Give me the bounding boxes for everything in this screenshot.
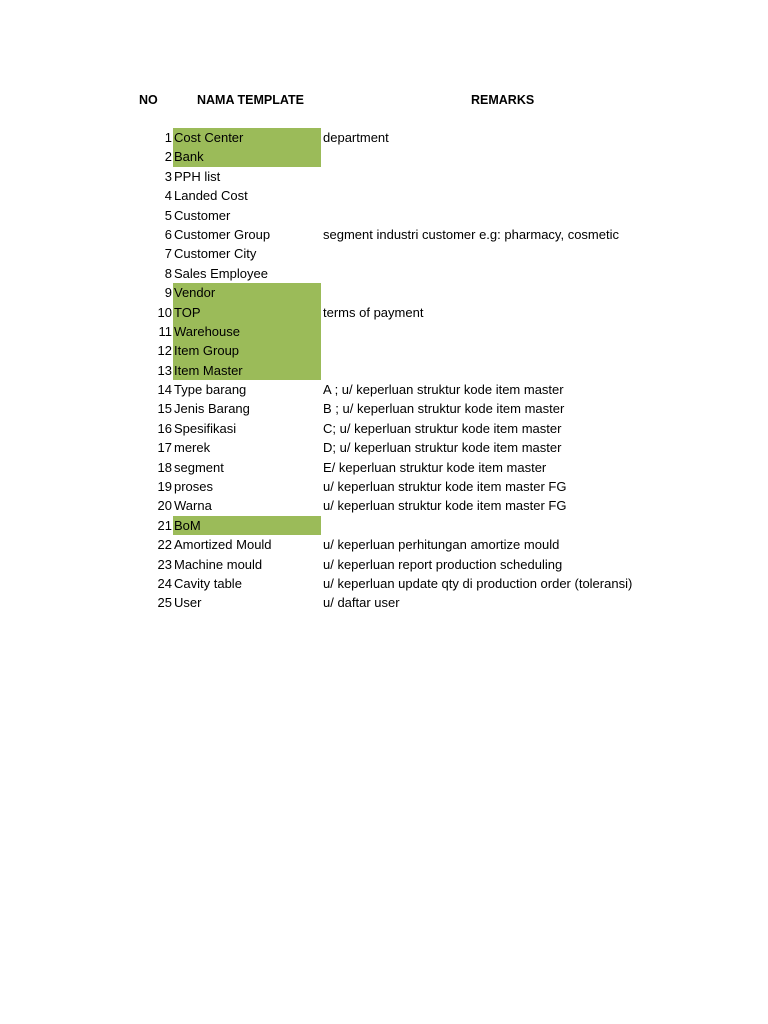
template-remarks: u/ keperluan update qty di production order (toleransi) [323, 575, 633, 591]
row-number: 23 [157, 556, 172, 572]
table-row [0, 341, 768, 360]
row-number: 21 [157, 517, 172, 533]
template-name: Type barang [174, 382, 247, 398]
row-number: 5 [164, 207, 172, 223]
table-row [0, 147, 768, 166]
table-row [0, 128, 768, 147]
template-name: Customer City [174, 246, 257, 262]
row-number: 16 [157, 420, 172, 436]
row-number: 15 [157, 401, 172, 417]
table-row [0, 186, 768, 205]
table-row [0, 419, 768, 438]
row-number: 2 [164, 149, 172, 165]
template-name: Warna [174, 498, 212, 514]
template-name: BoM [173, 516, 321, 535]
template-remarks: D; u/ keperluan struktur kode item master [323, 440, 562, 456]
header-nama-template: NAMA TEMPLATE [197, 93, 304, 107]
row-number: 22 [157, 537, 172, 553]
template-name: Customer Group [174, 226, 271, 242]
row-number: 18 [157, 459, 172, 475]
table-row [0, 361, 768, 380]
table-row [0, 167, 768, 186]
row-number: 13 [157, 362, 172, 378]
row-number: 17 [157, 440, 172, 456]
template-name: Landed Cost [174, 188, 248, 204]
table-row [0, 496, 768, 515]
table-row [0, 380, 768, 399]
template-name: Sales Employee [174, 265, 268, 281]
table-row [0, 477, 768, 496]
template-table-body [0, 128, 768, 613]
template-name: Spesifikasi [174, 420, 237, 436]
template-remarks: segment industri customer e.g: pharmacy, cosmetic [323, 226, 619, 242]
table-row [0, 516, 768, 535]
row-number: 8 [164, 265, 172, 281]
template-name: merek [174, 440, 211, 456]
template-remarks: C; u/ keperluan struktur kode item master [323, 420, 562, 436]
template-name: Machine mould [174, 556, 263, 572]
row-number: 24 [157, 575, 172, 591]
template-name: Item Master [173, 361, 321, 380]
template-name: segment [174, 459, 224, 475]
row-number: 19 [157, 479, 172, 495]
template-remarks: terms of payment [323, 304, 424, 320]
row-number: 20 [157, 498, 172, 514]
table-row [0, 535, 768, 554]
row-number: 7 [164, 246, 172, 262]
row-number: 9 [164, 285, 172, 301]
template-remarks: u/ keperluan struktur kode item master FG [323, 479, 567, 495]
row-number: 10 [157, 304, 172, 320]
table-row [0, 264, 768, 283]
template-name: PPH list [174, 168, 221, 184]
table-header [0, 91, 768, 109]
template-remarks: A ; u/ keperluan struktur kode item master [323, 382, 564, 398]
table-row [0, 593, 768, 612]
row-number: 11 [158, 323, 172, 339]
template-name: Amortized Mould [174, 537, 272, 553]
row-number: 1 [164, 130, 172, 145]
row-number: 14 [157, 382, 172, 398]
header-remarks: REMARKS [471, 93, 535, 107]
table-row [0, 206, 768, 225]
table-row [0, 322, 768, 341]
table-row [0, 303, 768, 322]
template-remarks: u/ keperluan struktur kode item master FG [323, 498, 567, 514]
template-name: User [174, 595, 202, 611]
template-name: Warehouse [173, 322, 321, 341]
template-remarks: E/ keperluan struktur kode item master [323, 459, 547, 475]
table-row [0, 244, 768, 263]
row-number: 25 [157, 595, 172, 611]
table-row [0, 438, 768, 457]
row-number: 3 [164, 168, 172, 184]
row-number: 6 [164, 226, 172, 242]
template-name: Customer [174, 207, 231, 223]
template-name: TOP [173, 303, 321, 322]
template-name: Item Group [173, 341, 321, 360]
template-name: Vendor [173, 283, 321, 302]
table-row [0, 283, 768, 302]
template-name: Jenis Barang [174, 401, 250, 417]
template-remarks: u/ daftar user [323, 595, 400, 611]
table-row [0, 458, 768, 477]
table-row [0, 225, 768, 244]
template-remarks: u/ keperluan report production scheduling [323, 556, 563, 572]
table-row [0, 399, 768, 418]
table-row [0, 555, 768, 574]
template-remarks: department [323, 130, 389, 145]
template-name: Cost Center [173, 128, 321, 147]
template-remarks: B ; u/ keperluan struktur kode item master [323, 401, 565, 417]
table-row [0, 574, 768, 593]
template-name: Cavity table [174, 575, 242, 591]
template-remarks: u/ keperluan perhitungan amortize mould [323, 537, 560, 553]
row-number: 12 [157, 343, 172, 359]
header-no: NO [139, 93, 158, 107]
template-name: proses [174, 479, 214, 495]
template-name: Bank [173, 147, 321, 166]
row-number: 4 [164, 188, 172, 204]
